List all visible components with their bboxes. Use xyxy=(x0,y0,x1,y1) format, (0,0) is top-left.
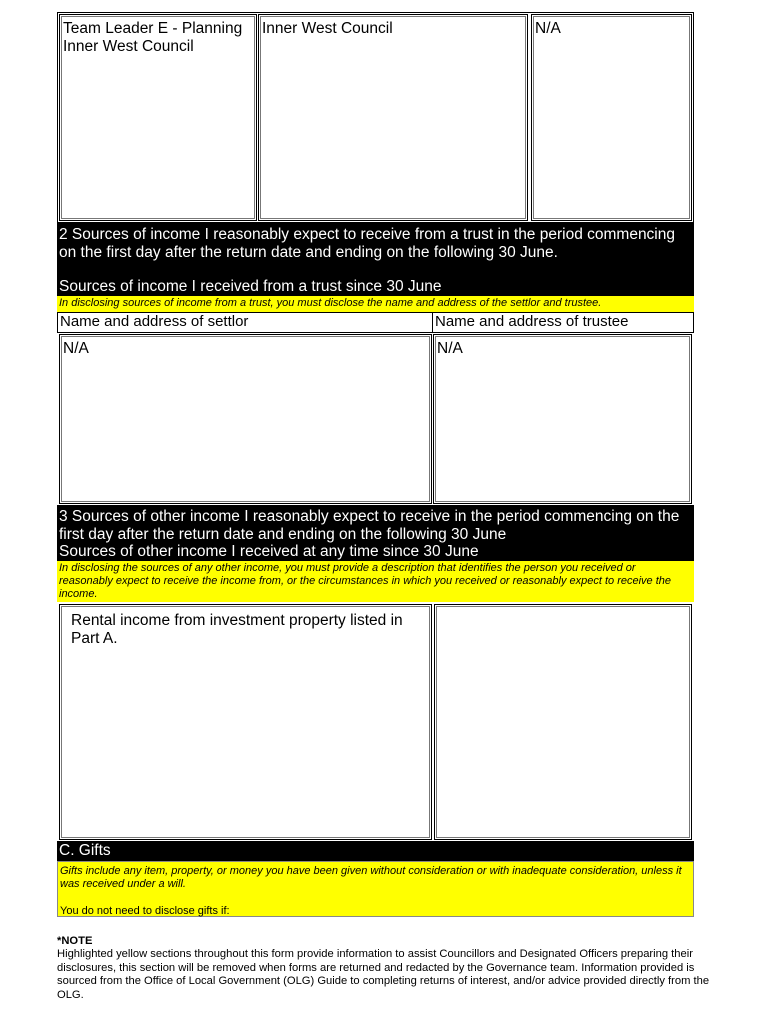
gifts-guidance xyxy=(57,861,694,917)
other-income-right-field[interactable] xyxy=(434,604,692,840)
position-field[interactable]: Team Leader E - Planning Inner West Council xyxy=(59,14,257,221)
other-income-left-field[interactable]: Rental income from investment property listed in Part A. xyxy=(59,604,432,840)
gifts-heading: C. Gifts xyxy=(57,841,694,861)
section2-heading-line2: Sources of income I received from a trust since 30 June xyxy=(59,278,442,295)
section3-heading xyxy=(57,505,694,561)
section2-heading-line1: 2 Sources of income I reasonably expect to receive from a trust in the period commencing on the first day after the return date and ending on the following 30 June. xyxy=(59,226,675,261)
section3-heading-line1: 3 Sources of other income I reasonably expect to receive in the period commencing on the first day after the return date and ending on the following 30 June xyxy=(59,508,680,543)
other-field[interactable]: N/A xyxy=(531,14,692,221)
settlor-label: Name and address of settlor xyxy=(57,312,433,333)
gifts-guidance-line1: Gifts include any item, property, or money you have been given without consideration or with inadequate consideration, unless it was received under a will. xyxy=(60,865,682,890)
note-title: *NOTE xyxy=(57,935,93,947)
gifts-guidance-line2: You do not need to disclose gifts if: xyxy=(60,905,230,917)
section2-guidance: In disclosing sources of income from a trust, you must disclose the name and address of the settlor and trustee. xyxy=(57,296,694,312)
settlor-field[interactable]: N/A xyxy=(59,334,432,504)
employer-field[interactable]: Inner West Council xyxy=(258,14,528,221)
section2-heading xyxy=(57,223,694,296)
note-body: Highlighted yellow sections throughout this form provide information to assist Councillors and Designated Officers preparing their disclosures, this section will be removed when forms are returned and redacted by the Governance team. Information provided is sourced from the Office of Local Government (OLG) Guide to completing returns of interest, and/or advice provided directly from the OLG. xyxy=(57,948,710,1001)
section3-guidance: In disclosing the sources of any other income, you must provide a description that identifies the person you received or reasonably expect to receive the income from, or the circumstances in which you received or reasonably expect to receive the income. xyxy=(57,561,694,602)
section3-heading-line2: Sources of other income I received at any time since 30 June xyxy=(59,543,479,560)
note-block xyxy=(57,935,719,1002)
trustee-field[interactable]: N/A xyxy=(433,334,692,504)
trustee-label: Name and address of trustee xyxy=(432,312,694,333)
